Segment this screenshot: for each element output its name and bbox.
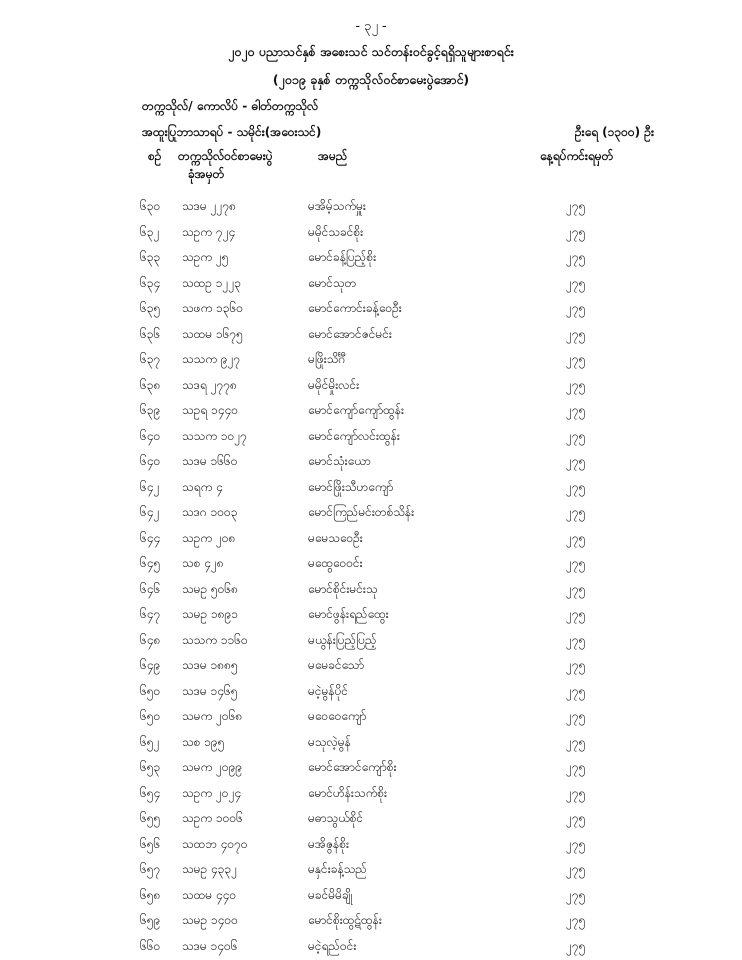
student-name: မထွေဝေဝင်း (308, 556, 363, 570)
student-name: မမေသဝေဦး (308, 530, 363, 545)
table-row (0, 475, 742, 501)
student-name: မနှင်းခန့်သည် (308, 862, 367, 876)
row-number: ၆၄၂ (140, 479, 160, 494)
table-row (0, 883, 742, 909)
table-row (0, 551, 742, 577)
student-name: မဝေဝေကျော် (308, 709, 367, 723)
student-name: မောင်ကျော်ကျော်ထွန်း (308, 403, 404, 417)
score: ၂၇၅ (566, 862, 586, 876)
roll-number: သမက ၂၀၆၈ (182, 709, 243, 723)
student-name: မငဲ့မွန်ပိုင် (308, 683, 349, 698)
page-number: - ၃၂ - (355, 19, 387, 34)
document-title: ၂၀၂၀ ပညာသင်နှစ် အစေးသင် သင်တန်းဝင်ခွင့်ရရှိသူများစာရင်း (228, 44, 514, 59)
student-name: မောင်ကျော်လင်းထွန်း (308, 428, 400, 443)
score: ၂၇၅ (566, 785, 586, 800)
roll-number: သစ ၄၂၈ (182, 556, 224, 570)
table-row (0, 653, 742, 679)
row-number: ၆၅၀ (140, 709, 161, 723)
score: ၂၇၅ (566, 760, 586, 774)
score: ၂၇၅ (566, 275, 586, 290)
row-number: ၆၅၀ (140, 683, 161, 698)
table-row (0, 424, 742, 450)
roll-number: သမဥ ၅၀၆၈ (182, 581, 239, 596)
roll-number: သစ ၁၉၅ (182, 734, 225, 749)
row-number: ၆၃၄ (140, 275, 161, 290)
student-name: မဓာသွယ်စိုင် (308, 811, 364, 825)
header-roll-number-line2: ခုံအမှတ် (188, 167, 225, 181)
score: ၂၇၅ (566, 938, 586, 953)
table-row (0, 220, 742, 246)
roll-number: သမက ၂၀၉၉ (182, 760, 243, 774)
roll-number: သထဘ ၄၀၇၀ (182, 836, 248, 851)
table-row (0, 271, 742, 297)
score: ၂၇၅ (566, 326, 586, 341)
student-name: မခင်မိမိချို (308, 887, 353, 902)
table-row (0, 730, 742, 756)
score: ၂၇၅ (566, 913, 586, 927)
row-number: ၆၄၄ (140, 530, 161, 545)
score: ၂၇၅ (566, 887, 586, 902)
roll-number: သထမ ၄၄၀ (182, 887, 237, 902)
university-line: တက္ကသိုလ်/ ကောလိပ် - ဓါတ်တက္ကသိုလ် (142, 99, 319, 113)
table-row (0, 347, 742, 373)
table-row (0, 500, 742, 526)
row-number: ၆၄၀ (140, 454, 161, 468)
score: ၂၇၅ (566, 556, 586, 570)
student-name: မောင်ဖြိုးသီဟကျော် (308, 479, 394, 494)
score: ၂၇၅ (566, 836, 586, 851)
header-score: နေ့ရပ်ကင်းရမှတ် (540, 149, 614, 163)
student-name: မောင်ဟိန်းသက်စိုး (308, 785, 388, 800)
roll-number: သဥက ၂၅ (182, 250, 229, 264)
score: ၂၇၅ (566, 479, 586, 494)
roll-number: သဒမ ၂၂၇၈ (182, 199, 236, 213)
student-name: မောင်သုံးယော (308, 454, 371, 468)
score: ၂၇၅ (566, 709, 586, 723)
total-count: ဦးရေ (၁၃၀၀) ဦး (574, 125, 654, 139)
row-number: ၆၄၀ (140, 428, 161, 443)
row-number: ၆၄၈ (140, 632, 161, 647)
student-name: မဖြိုးသိင်္ဂီ (308, 352, 346, 366)
score: ၂၇၅ (566, 734, 586, 749)
roll-number: သဒရ ၂၇၇၈ (182, 377, 237, 392)
student-name: မသုလဲ့မွန် (308, 734, 351, 749)
roll-number: သသက ၉၂၇ (182, 352, 241, 366)
table-row (0, 806, 742, 832)
table-header (0, 148, 742, 184)
score: ၂၇၅ (566, 403, 586, 417)
score: ၂၇၅ (566, 530, 586, 545)
row-number: ၆၃၆ (140, 326, 161, 341)
table-row (0, 832, 742, 858)
row-number: ၆၃၉ (140, 403, 161, 417)
roll-number: သဒမ ၁၈၈၅ (182, 658, 238, 672)
table-row (0, 577, 742, 603)
student-name: မအိမ့်သက်မှူး (308, 199, 366, 213)
student-name: မောင်ဖွန်းရည်ထွေး (308, 607, 389, 621)
roll-number: သမဥ ၁၄၀၀ (182, 913, 238, 927)
student-name: မောင်သုတ (308, 275, 357, 290)
student-name: မောင်အောင်ကျော်စိုး (308, 760, 397, 774)
header-name: အမည် (318, 149, 348, 163)
score: ၂၇၅ (566, 199, 586, 213)
score: ၂၇၅ (566, 377, 586, 392)
row-number: ၆၅၅ (140, 811, 161, 825)
roll-number: သထဥ ၁၂၂၃ (182, 275, 241, 290)
student-name: မောင်ကောင်းခန့်ဝေဦး (308, 301, 402, 315)
table-row (0, 322, 742, 348)
student-name: မအိဇွန်စိုး (308, 836, 350, 851)
table-row (0, 908, 742, 934)
row-number: ၆၄၂ (140, 505, 160, 519)
row-number: ၆၄၇ (140, 607, 161, 621)
row-number: ၆၅၈ (140, 887, 161, 902)
roll-number: သဥက ၂၀၂၄ (182, 785, 242, 800)
student-name: မမေခင်သော် (308, 658, 365, 672)
row-number: ၆၅၂ (140, 734, 160, 749)
roll-number: သဒမ ၁၆၆၀ (182, 454, 238, 468)
table-row (0, 755, 742, 781)
score: ၂၇၅ (566, 658, 586, 672)
table-row (0, 934, 742, 960)
roll-number: သသက ၁၀၂၇ (182, 428, 247, 443)
roll-number: သသက ၁၁၆၀ (182, 632, 248, 647)
table-row (0, 373, 742, 399)
student-name: မမိုင်မှိုးလင်း (308, 377, 360, 392)
student-name: မောင်ကြည်မင်းတစ်သိန်း (308, 505, 415, 519)
roll-number: သဒမ ၁၄၀၆ (182, 938, 238, 953)
header-roll-number: တက္ကသိုလ်ဝင်စာမေးပွဲ (178, 149, 273, 163)
student-name: မယွန်းပြည့်ပြည့် (308, 632, 377, 647)
row-number: ၆၅၆ (140, 836, 161, 851)
score: ၂၇၅ (566, 250, 586, 264)
roll-number: သမဥ ၁၈၉၁ (182, 607, 239, 621)
major-subject-line: အထူးပြုဘာသာရပ် - သမိုင်း(အဝေးသင်) (142, 125, 322, 139)
row-number: ၆၃၅ (140, 301, 161, 315)
roll-number: သထမ ၁၆၇၅ (182, 326, 243, 341)
row-number: ၆၃၇ (140, 352, 161, 366)
score: ၂၇၅ (566, 428, 586, 443)
roll-number: သဥက ၂၀၈ (182, 530, 236, 545)
table-row (0, 398, 742, 424)
roll-number: သဒမ ၁၄၆၅ (182, 683, 238, 698)
roll-number: သဒဂ ၁၀၀၃ (182, 505, 238, 519)
row-number: ၆၃၈ (140, 377, 161, 392)
table-row (0, 628, 742, 654)
table-row (0, 857, 742, 883)
student-name: မောင်စိုးထွဋ်ထွန်း (308, 913, 382, 927)
score: ၂၇၅ (566, 811, 586, 825)
table-row (0, 245, 742, 271)
score: ၂၇၅ (566, 352, 586, 366)
score: ၂၇၅ (566, 454, 586, 468)
student-name: မမိုင်သခင်စိုး (308, 224, 364, 239)
row-number: ၆၃၀ (140, 199, 161, 213)
table-row (0, 526, 742, 552)
score: ၂၇၅ (566, 301, 586, 315)
table-row (0, 296, 742, 322)
score: ၂၇၅ (566, 505, 586, 519)
document-subtitle: (၂၀၁၉ ခုနှစ် တက္ကသိုလ်ဝင်စာမေးပွဲအောင်) (272, 72, 470, 87)
table-row (0, 194, 742, 220)
roll-number: သဥက ၁၀၀၆ (182, 811, 243, 825)
student-name: မောင်စိုင်းမင်းသု (308, 581, 378, 596)
roll-number: သဖက ၁၃၆၀ (182, 301, 244, 315)
student-name: မောင်ခန့်ပြည့်စိုး (308, 250, 377, 264)
table-row (0, 602, 742, 628)
table-body (0, 194, 742, 959)
roll-number: သရက ၄ (182, 479, 223, 494)
table-row (0, 781, 742, 807)
score: ၂၇၅ (566, 632, 586, 647)
table-row (0, 704, 742, 730)
row-number: ၆၄၉ (140, 658, 161, 672)
score: ၂၇၅ (566, 224, 586, 239)
score: ၂၇၅ (566, 607, 586, 621)
table-row (0, 449, 742, 475)
row-number: ၆၃၃ (140, 250, 161, 264)
row-number: ၆၅၄ (140, 785, 161, 800)
roll-number: သဥက ၇၂၄ (182, 224, 236, 239)
score: ၂၇၅ (566, 683, 586, 698)
header-no: စဉ် (148, 149, 162, 163)
row-number: ၆၅၃ (140, 760, 161, 774)
score: ၂၇၅ (566, 581, 586, 596)
table-row (0, 679, 742, 705)
row-number: ၆၄၆ (140, 581, 161, 596)
row-number: ၆၅၉ (140, 913, 161, 927)
student-name: မောင်အောင်ဇင်မင်း (308, 326, 392, 341)
row-number: ၆၃၂ (140, 224, 160, 239)
row-number: ၆၆၀ (140, 938, 161, 953)
roll-number: သဥရ ၁၄၄၀ (182, 403, 238, 417)
roll-number: သမဥ ၄၃၃၂ (182, 862, 238, 876)
row-number: ၆၄၅ (140, 556, 161, 570)
row-number: ၆၅၇ (140, 862, 161, 876)
student-name: မငဲ့ရည်ဝင်း (308, 938, 357, 953)
